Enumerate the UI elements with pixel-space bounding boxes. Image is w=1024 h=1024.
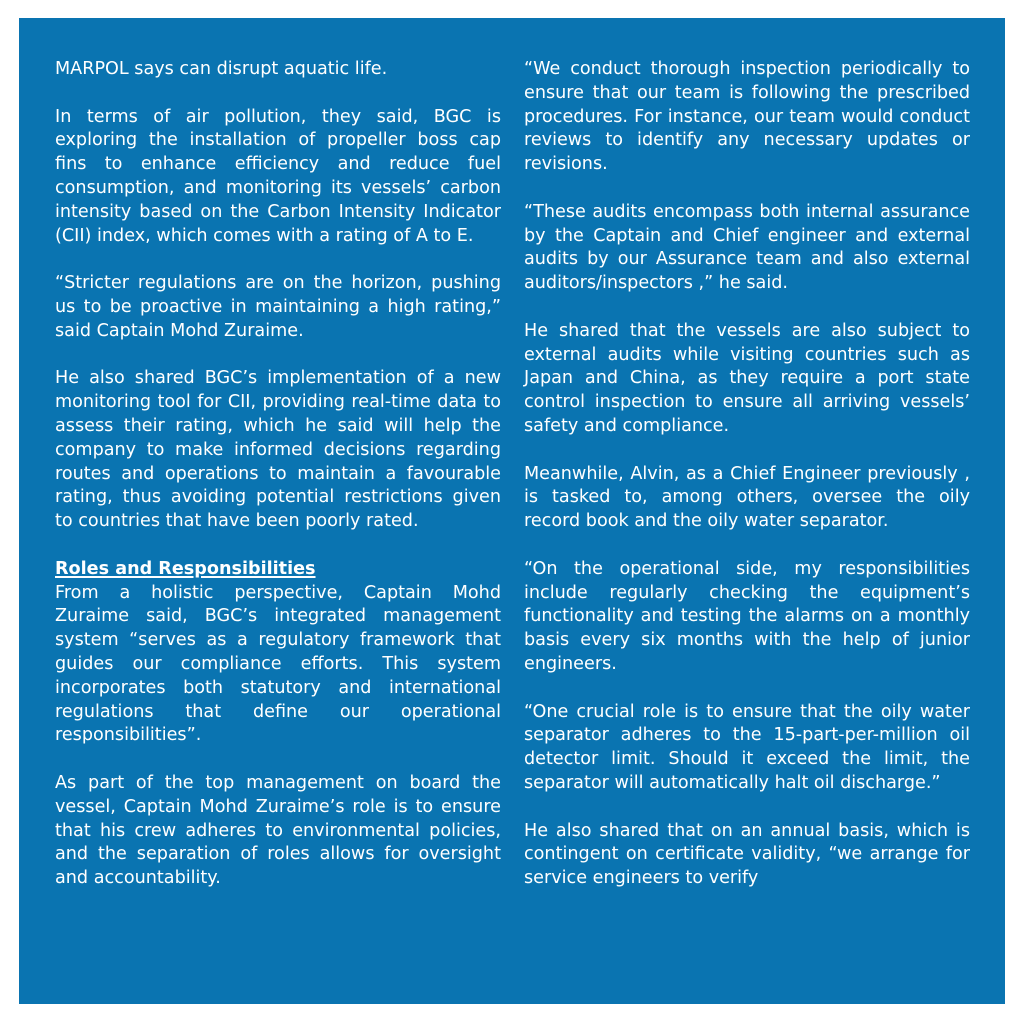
paragraph: “We conduct thorough inspection periodically to ensure that our team is following the prescribed procedures. For instance, our team would conduct reviews to identify any necessary updates or revisions. — [524, 59, 970, 175]
paragraph: “On the operational side, my responsibilities include regularly checking the equipment’s functionality and testing the alarms on a monthly basis every six months with the help of junior engineers. — [524, 558, 970, 674]
left-column — [55, 58, 501, 915]
paragraph: Meanwhile, Alvin, as a Chief Engineer previously , is tasked to, among others, oversee the oily record book and the oily water separator. — [524, 463, 970, 532]
paragraph: From a holistic perspective, Captain Mohd Zuraime said, BGC’s integrated management system “serves as a regulatory framework that guides our compliance efforts. This system incorporates both statutory and international regulations that define our operational responsibilities”. — [55, 582, 501, 746]
paragraph: “Stricter regulations are on the horizon, pushing us to be proactive in maintaining a high rating,” said Captain Mohd Zuraime. — [55, 273, 501, 341]
section-heading: Roles and Responsibilities — [55, 558, 316, 579]
paragraph: MARPOL says can disrupt aquatic life. — [55, 59, 388, 79]
right-column — [524, 58, 970, 915]
article-panel — [19, 18, 1005, 1004]
paragraph: “One crucial role is to ensure that the oily water separator adheres to the 15-part-per-million oil detector limit. Should it exceed the limit, the separator will automatically halt oil discharge.” — [524, 701, 970, 793]
paragraph: As part of the top management on board the vessel, Captain Mohd Zuraime’s role is to ensure that his crew adheres to environmental policies, and the separation of roles allows for oversight and accountability. — [55, 772, 501, 889]
paragraph: He also shared that on an annual basis, which is contingent on certificate validity, “we arrange for service engineers to verify — [524, 820, 970, 889]
paragraph: He shared that the vessels are also subject to external audits while visiting countries such as Japan and China, as they require a port state control inspection to ensure all arriving vessels’ safety and compliance. — [524, 320, 970, 436]
paragraph: In terms of air pollution, they said, BGC is exploring the installation of propeller boss cap fins to enhance efficiency and reduce fuel consumption, and monitoring its vessels’ carbon intensity based on the Carbon Intensity Indicator (CII) index, which comes with a rating of A to E. — [55, 106, 501, 246]
paragraph: “These audits encompass both internal assurance by the Captain and Chief engineer and external audits by our Assurance team and also external auditors/inspectors ,” he said. — [524, 201, 970, 294]
paragraph: He also shared BGC’s implementation of a new monitoring tool for CII, providing real-time data to assess their rating, which he said will help the company to make informed decisions regarding routes and operations to maintain a favourable rating, thus avoiding potential restrictions given to countries that have been poorly rated. — [55, 368, 501, 532]
